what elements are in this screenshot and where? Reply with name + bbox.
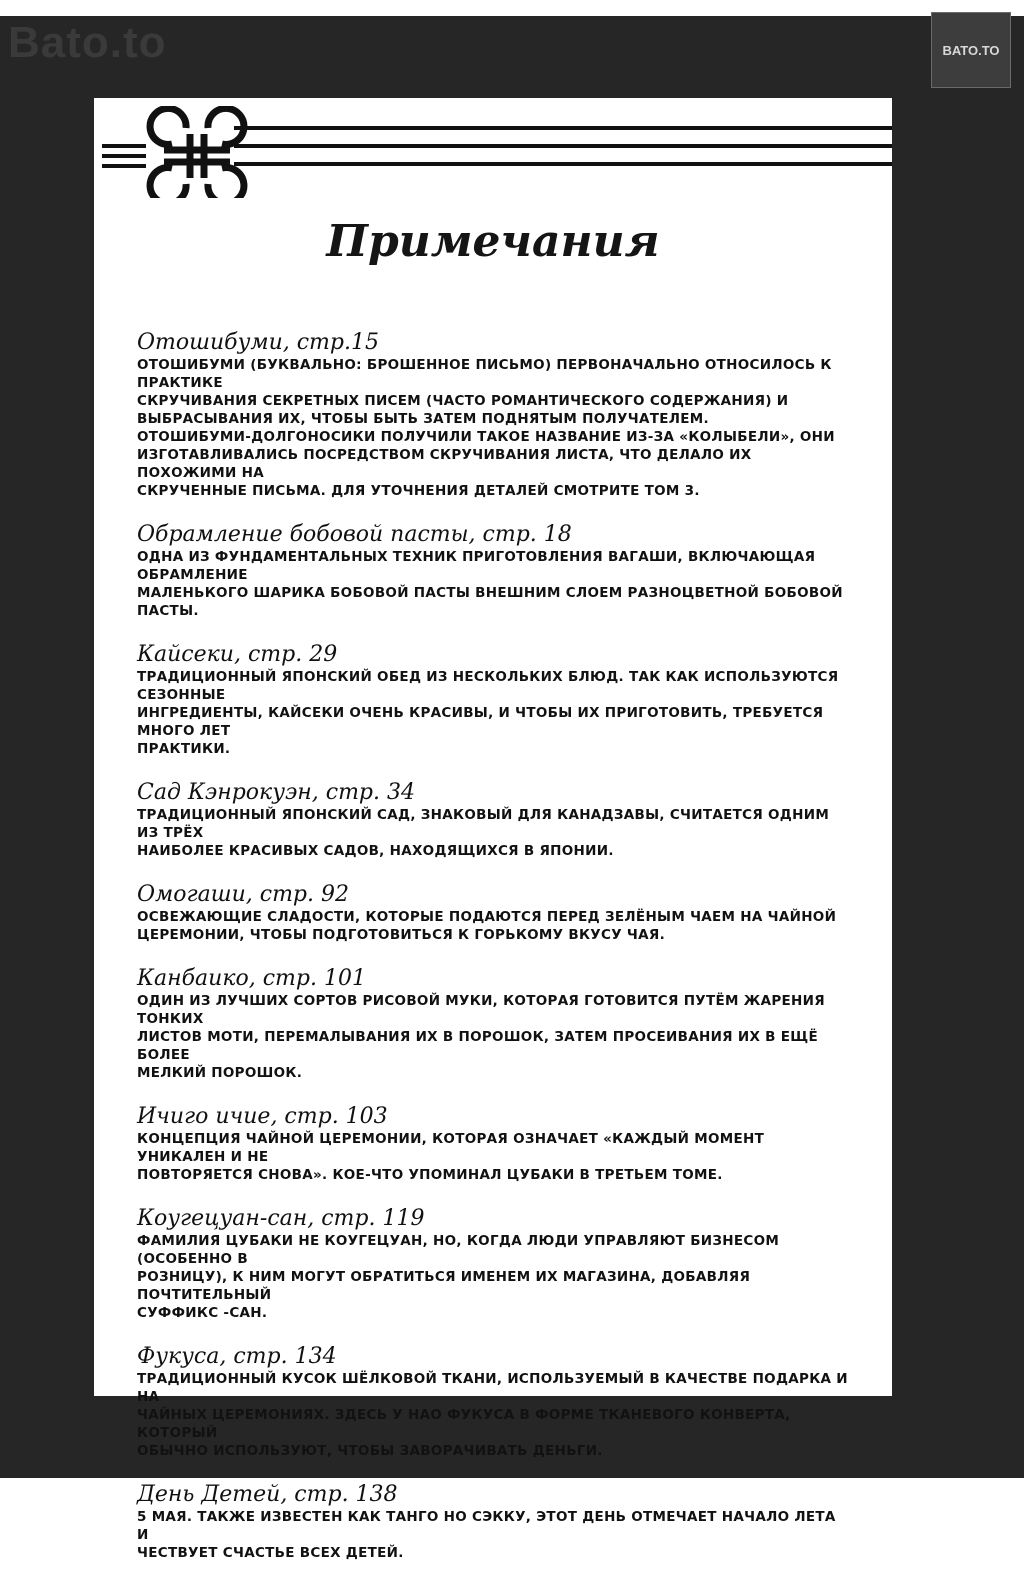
note-item xyxy=(137,642,849,758)
note-item xyxy=(137,780,849,860)
note-text: ОТОШИБУМИ (БУКВАЛЬНО: БРОШЕННОЕ ПИСЬМО) ПЕРВОНАЧАЛЬНО ОТНОСИЛОСЬ К ПРАКТИКЕ СКРУЧИВАНИЯ СЕКРЕТНЫХ ПИСЕМ (ЧАСТО РОМАНТИЧЕСКОГО СОДЕРЖАНИЯ) И ВЫБРАСЫВАНИЯ ИХ, ЧТОБЫ БЫТЬ ЗАТЕМ ПОДНЯТЫМ ПОЛУЧАТЕЛЕМ. ОТОШИБУМИ-ДОЛГОНОСИКИ ПОЛУЧИЛИ ТАКОЕ НАЗВАНИЕ ИЗ-ЗА «КОЛЫБЕЛИ», ОНИ ИЗГОТАВЛИВАЛИСЬ ПОСРЕДСТВОМ СКРУЧИВАНИЯ ЛИСТА, ЧТО ДЕЛАЛО ИХ ПОХОЖИМИ НА СКРУЧЕННЫЕ ПИСЬМА. ДЛЯ УТОЧНЕНИЯ ДЕТАЛЕЙ СМОТРИТЕ ТОМ 3. xyxy=(137,357,835,499)
note-heading: Отошибуми, стр.15 xyxy=(137,330,379,355)
note-heading: Кайсеки, стр. 29 xyxy=(137,642,338,667)
note-text: ОДНА ИЗ ФУНДАМЕНТАЛЬНЫХ ТЕХНИК ПРИГОТОВЛЕНИЯ ВАГАШИ, ВКЛЮЧАЮЩАЯ ОБРАМЛЕНИЕ МАЛЕНЬКОГО ШАРИКА БОБОВОЙ ПАСТЫ ВНЕШНИМ СЛОЕМ РАЗНОЦВЕТНОЙ БОБОВОЙ ПАСТЫ. xyxy=(137,549,843,619)
note-heading: Омогаши, стр. 92 xyxy=(137,882,349,907)
note-heading: Обрамление бобовой пасты, стр. 18 xyxy=(137,522,572,547)
note-heading: Фукуса, стр. 134 xyxy=(137,1344,337,1369)
watermark: Bato.to xyxy=(8,18,167,67)
note-item xyxy=(137,330,849,500)
note-text: ОДИН ИЗ ЛУЧШИХ СОРТОВ РИСОВОЙ МУКИ, КОТОРАЯ ГОТОВИТСЯ ПУТЁМ ЖАРЕНИЯ ТОНКИХ ЛИСТОВ МОТИ, ПЕРЕМАЛЫВАНИЯ ИХ В ПОРОШОК, ЗАТЕМ ПРОСЕИВАНИЯ ИХ В ЕЩЁ БОЛЕЕ МЕЛКИЙ ПОРОШОК. xyxy=(137,993,825,1081)
corner-badge: BATO.TO xyxy=(931,12,1011,88)
note-text: 5 МАЯ. ТАКЖЕ ИЗВЕСТЕН КАК ТАНГО НО СЭККУ, ЭТОТ ДЕНЬ ОТМЕЧАЕТ НАЧАЛО ЛЕТА И ЧЕСТВУЕТ СЧАСТЬЕ ВСЕХ ДЕТЕЙ. xyxy=(137,1509,836,1561)
note-item xyxy=(137,1344,849,1460)
page-title: Примечания xyxy=(326,216,660,267)
note-text: ОСВЕЖАЮЩИЕ СЛАДОСТИ, КОТОРЫЕ ПОДАЮТСЯ ПЕРЕД ЗЕЛЁНЫМ ЧАЕМ НА ЧАЙНОЙ ЦЕРЕМОНИИ, ЧТОБЫ ПОДГОТОВИТЬСЯ К ГОРЬКОМУ ВКУСУ ЧАЯ. xyxy=(137,909,837,943)
note-text: ТРАДИЦИОННЫЙ ЯПОНСКИЙ ОБЕД ИЗ НЕСКОЛЬКИХ БЛЮД. ТАК КАК ИСПОЛЬЗУЮТСЯ СЕЗОННЫЕ ИНГРЕДИЕНТЫ, КАЙСЕКИ ОЧЕНЬ КРАСИВЫ, И ЧТОБЫ ИХ ПРИГОТОВИТЬ, ТРЕБУЕТСЯ МНОГО ЛЕТ ПРАКТИКИ. xyxy=(137,669,839,757)
note-text: ТРАДИЦИОННЫЙ КУСОК ШЁЛКОВОЙ ТКАНИ, ИСПОЛЬЗУЕМЫЙ В КАЧЕСТВЕ ПОДАРКА И НА ЧАЙНЫХ ЦЕРЕМОНИЯХ. ЗДЕСЬ У НАО ФУКУСА В ФОРМЕ ТКАНЕВОГО КОНВЕРТА, КОТОРЫЙ ОБЫЧНО ИСПОЛЬЗУЮТ, ЧТОБЫ ЗАВОРАЧИВАТЬ ДЕНЬГИ. xyxy=(137,1371,848,1459)
note-heading: Ичиго ичие, стр. 103 xyxy=(137,1104,388,1129)
note-heading: Канбаико, стр. 101 xyxy=(137,966,366,991)
note-item xyxy=(137,966,849,1082)
note-text: ФАМИЛИЯ ЦУБАКИ НЕ КОУГЕЦУАН, НО, КОГДА ЛЮДИ УПРАВЛЯЮТ БИЗНЕСОМ (ОСОБЕННО В РОЗНИЦУ), К НИМ МОГУТ ОБРАТИТЬСЯ ИМЕНЕМ ИХ МАГАЗИНА, ДОБАВЛЯЯ ПОЧТИТЕЛЬНЫЙ СУФФИКС -САН. xyxy=(137,1233,780,1321)
note-text: КОНЦЕПЦИЯ ЧАЙНОЙ ЦЕРЕМОНИИ, КОТОРАЯ ОЗНАЧАЕТ «КАЖДЫЙ МОМЕНТ УНИКАЛЕН И НЕ ПОВТОРЯЕТСЯ СНОВА». КОЕ-ЧТО УПОМИНАЛ ЦУБАКИ В ТРЕТЬЕМ ТОМЕ. xyxy=(137,1131,765,1183)
knot-ornament-icon xyxy=(94,106,892,198)
note-item xyxy=(137,1206,849,1322)
note-heading: День Детей, стр. 138 xyxy=(137,1482,398,1507)
note-item xyxy=(137,522,849,620)
note-item xyxy=(137,1104,849,1184)
note-heading: Сад Кэнрокуэн, стр. 34 xyxy=(137,780,415,805)
note-item xyxy=(137,882,849,944)
notes-list xyxy=(137,330,849,1584)
note-text: ТРАДИЦИОННЫЙ ЯПОНСКИЙ САД, ЗНАКОВЫЙ ДЛЯ КАНАДЗАВЫ, СЧИТАЕТСЯ ОДНИМ ИЗ ТРЁХ НАИБОЛЕЕ КРАСИВЫХ САДОВ, НАХОДЯЩИХСЯ В ЯПОНИИ. xyxy=(137,807,830,859)
note-heading: Коугецуан-сан, стр. 119 xyxy=(137,1206,425,1231)
note-item xyxy=(137,1482,849,1562)
notes-page xyxy=(94,98,892,1561)
